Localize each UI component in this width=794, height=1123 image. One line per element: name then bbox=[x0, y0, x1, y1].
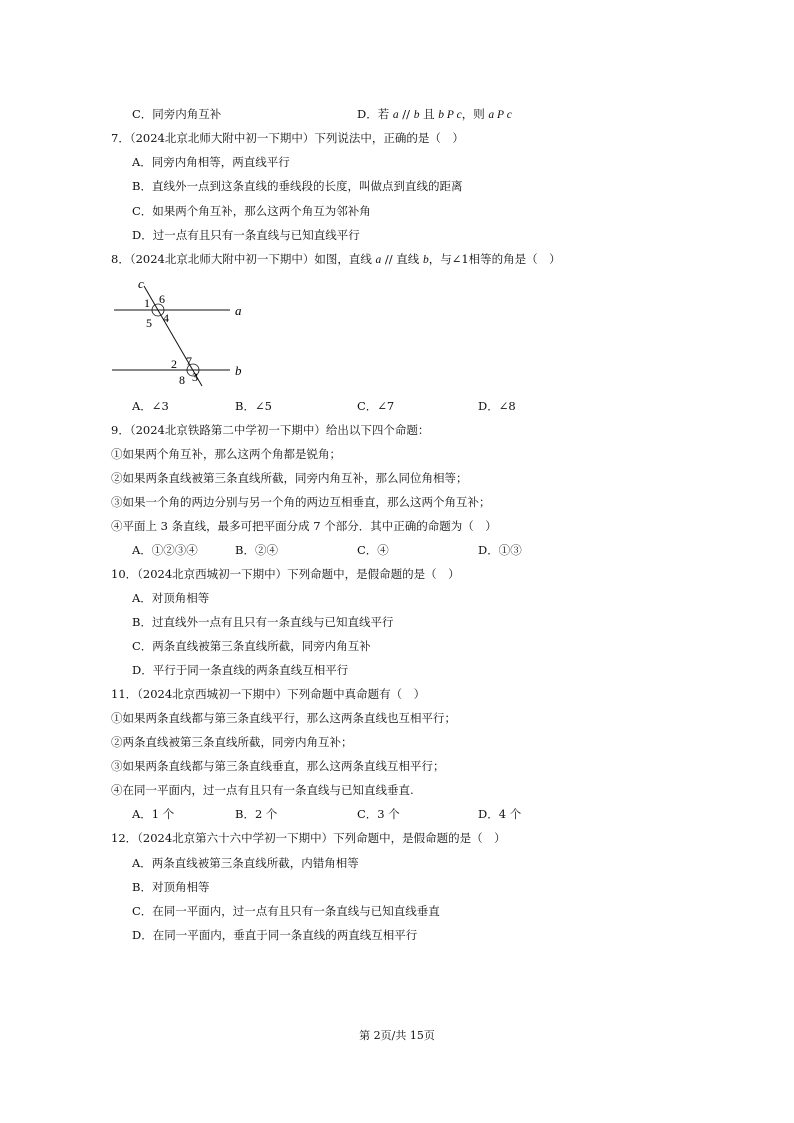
q10-option-a: A．对顶角相等 bbox=[132, 591, 210, 605]
q8-stem: 8．（2024北京北师大附中初一下期中）如图，直线 a // 直线 b，与∠1相等的角是（ ） bbox=[111, 252, 561, 266]
q10-stem: 10．（2024北京西城初一下期中）下列命题中，是假命题的是（ ） bbox=[111, 567, 460, 581]
q8-option-c: C．∠7 bbox=[357, 399, 395, 413]
label-a: a bbox=[235, 303, 242, 318]
q12-option-a: A．两条直线被第三条直线所截，内错角相等 bbox=[132, 856, 359, 870]
q9-item-2: ②如果两条直线被第三条直线所截，同旁内角互补，那么同位角相等； bbox=[111, 471, 468, 485]
q12-option-d: D．在同一平面内，垂直于同一条直线的两直线互相平行 bbox=[132, 928, 418, 942]
label-c: c bbox=[138, 276, 144, 291]
q9-item-1: ①如果两个角互补，那么这两个角都是锐角； bbox=[111, 447, 341, 461]
q7-option-a: A．同旁内角相等，两直线平行 bbox=[132, 155, 290, 169]
q11-item-3: ③如果两条直线都与第三条直线垂直，那么这两条直线互相平行； bbox=[111, 759, 445, 773]
q12-option-c: C．在同一平面内，过一点有且只有一条直线与已知直线垂直 bbox=[132, 904, 440, 918]
angle-label-7: 7 bbox=[186, 354, 192, 368]
q11-option-a: A．1 个 bbox=[132, 807, 175, 821]
q7-option-d: D．过一点有且只有一条直线与已知直线平行 bbox=[132, 228, 360, 242]
q10-option-d: D．平行于同一条直线的两条直线互相平行 bbox=[132, 663, 349, 677]
q11-option-c: C．3 个 bbox=[357, 807, 400, 821]
q11-stem: 11．（2024北京西城初一下期中）下列命题中真命题有（ ） bbox=[111, 687, 426, 701]
q11-option-b: B．2 个 bbox=[235, 807, 278, 821]
q9-item-4: ④平面上 3 条直线，最多可把平面分成 7 个部分．其中正确的命题为（ ） bbox=[111, 519, 497, 533]
q12-stem: 12．（2024北京第六十六中学初一下期中）下列命题中，是假命题的是（ ） bbox=[111, 831, 506, 845]
q9-option-b: B．②④ bbox=[235, 543, 278, 557]
q7-stem: 7．（2024北京北师大附中初一下期中）下列说法中，正确的是（ ） bbox=[111, 131, 464, 145]
q8-option-d: D．∠8 bbox=[478, 399, 516, 413]
angle-label-8: 8 bbox=[179, 373, 185, 387]
parallel-lines-figure bbox=[100, 272, 260, 392]
angle-label-2: 2 bbox=[171, 357, 177, 371]
angle-label-4: 4 bbox=[163, 311, 169, 325]
angle-label-3: 3 bbox=[192, 370, 198, 384]
q11-item-1: ①如果两条直线都与第三条直线平行，那么这两条直线也互相平行； bbox=[111, 711, 456, 725]
q9-stem: 9．（2024北京铁路第二中学初一下期中）给出以下四个命题： bbox=[111, 423, 430, 437]
page-footer: 第 2页/共 15页 bbox=[359, 1029, 435, 1042]
q6-option-c: C．同旁内角互补 bbox=[132, 107, 222, 121]
q9-option-a: A．①②③④ bbox=[132, 543, 198, 557]
q7-option-c: C．如果两个角互补，那么这两个角互为邻补角 bbox=[132, 204, 371, 218]
q8-option-a: A．∠3 bbox=[132, 399, 169, 413]
q11-item-2: ②两条直线被第三条直线所截，同旁内角互补； bbox=[111, 735, 353, 749]
q11-option-d: D．4 个 bbox=[478, 807, 522, 821]
angle-label-6: 6 bbox=[159, 292, 165, 306]
q9-item-3: ③如果一个角的两边分别与另一个角的两边互相垂直，那么这两个角互补； bbox=[111, 495, 491, 509]
angle-label-5: 5 bbox=[146, 316, 152, 330]
q9-option-c: C．④ bbox=[357, 543, 389, 557]
q12-option-b: B．对顶角相等 bbox=[132, 880, 210, 894]
q6-option-d: D．若 a // b 且 b P c，则 a P c bbox=[357, 107, 512, 121]
label-b: b bbox=[235, 363, 242, 378]
q9-option-d: D．①③ bbox=[478, 543, 522, 557]
angle-label-1: 1 bbox=[144, 296, 150, 310]
q11-item-4: ④在同一平面内，过一点有且只有一条直线与已知直线垂直. bbox=[111, 783, 414, 797]
q8-option-b: B．∠5 bbox=[235, 399, 272, 413]
q10-option-c: C．两条直线被第三条直线所截，同旁内角互补 bbox=[132, 639, 371, 653]
q7-option-b: B．直线外一点到这条直线的垂线段的长度，叫做点到直线的距离 bbox=[132, 179, 463, 193]
q10-option-b: B．过直线外一点有且只有一条直线与已知直线平行 bbox=[132, 615, 394, 629]
